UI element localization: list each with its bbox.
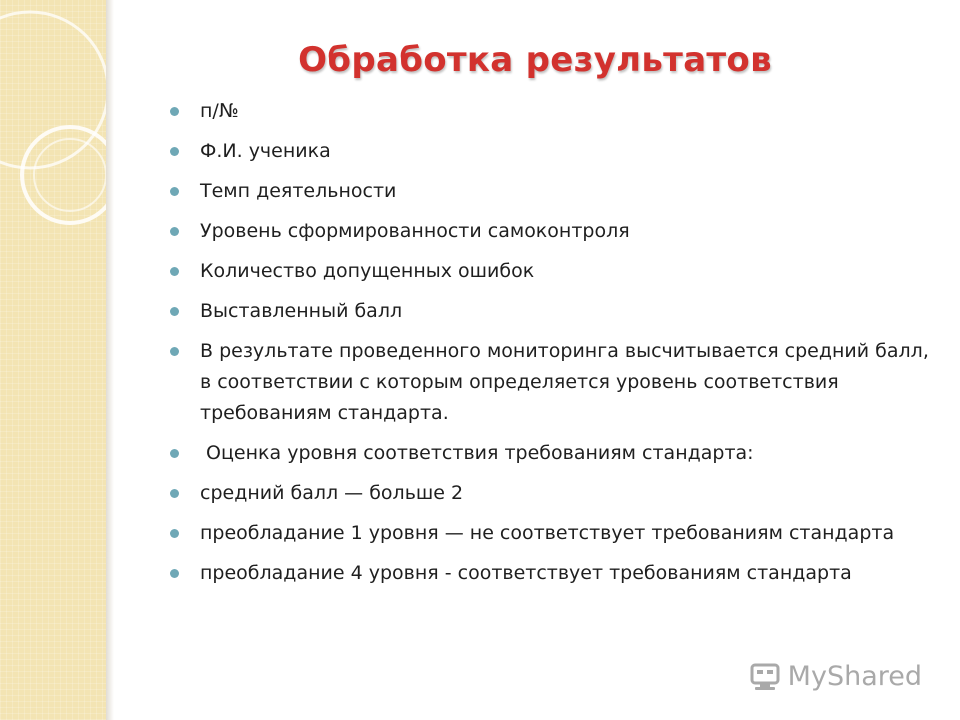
bullet-icon bbox=[170, 307, 179, 316]
bullet-icon bbox=[170, 187, 179, 196]
bullet-icon bbox=[170, 227, 179, 236]
bullet-icon bbox=[170, 107, 179, 116]
list-item-text: преобладание 4 уровня - соответствует требованиям стандарта bbox=[200, 562, 852, 584]
decorative-rings bbox=[0, 0, 106, 720]
list-item bbox=[170, 478, 930, 509]
list-item bbox=[170, 96, 930, 127]
list-item-text: средний балл — больше 2 bbox=[200, 482, 464, 504]
list-item-text: Выставленный балл bbox=[200, 300, 403, 322]
watermark[interactable] bbox=[748, 661, 922, 692]
bullet-icon bbox=[170, 147, 179, 156]
list-item-text: п/№ bbox=[200, 100, 239, 122]
list-item bbox=[170, 558, 930, 589]
bullet-icon bbox=[170, 529, 179, 538]
side-panel-shadow bbox=[106, 0, 114, 720]
bullet-icon bbox=[170, 569, 179, 578]
list-item-text: Оценка уровня соответствия требованиям стандарта: bbox=[200, 442, 754, 464]
list-item-text: Темп деятельности bbox=[200, 180, 397, 202]
list-item-text: Количество допущенных ошибок bbox=[200, 260, 535, 282]
bullet-list bbox=[170, 96, 930, 598]
myshared-logo-icon bbox=[748, 662, 782, 692]
list-item bbox=[170, 136, 930, 167]
list-item bbox=[170, 296, 930, 327]
bullet-icon bbox=[170, 489, 179, 498]
slide-title: Обработка результатов bbox=[298, 40, 772, 80]
decorative-side-panel bbox=[0, 0, 106, 720]
list-item bbox=[170, 518, 930, 549]
list-item bbox=[170, 176, 930, 207]
bullet-icon bbox=[170, 347, 179, 356]
list-item bbox=[170, 336, 930, 429]
list-item-text: Уровень сформированности самоконтроля bbox=[200, 220, 630, 242]
list-item bbox=[170, 256, 930, 287]
bullet-icon bbox=[170, 267, 179, 276]
watermark-text: MyShared bbox=[787, 661, 922, 692]
list-item-text: Ф.И. ученика bbox=[200, 140, 331, 162]
bullet-icon bbox=[170, 449, 179, 458]
list-item-text: преобладание 1 уровня — не соответствует требованиям стандарта bbox=[200, 522, 895, 544]
list-item bbox=[170, 438, 930, 469]
list-item bbox=[170, 216, 930, 247]
list-item-text: В результате проведенного мониторинга высчитывается средний балл, в соответствии с которым определяется уровень соответствия требованиям стандарта. bbox=[200, 340, 929, 424]
